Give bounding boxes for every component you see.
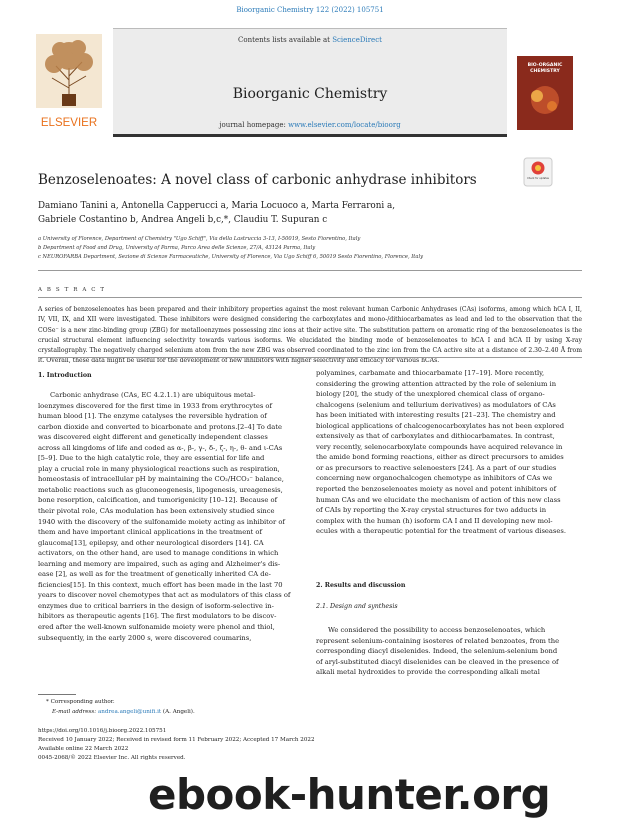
homepage-prefix: journal homepage:	[219, 121, 286, 129]
text-line: learning and memory are impaired, such as aging and Alzheimer's dis-	[38, 559, 281, 568]
design-synthesis-text	[316, 625, 582, 678]
text-line: concerning new organochalcogen chemotype as inhibitors of CAs we	[316, 474, 553, 483]
text-line: homeostasis of intracellular pH by maintaining the CO₂/HCO₃⁻ balance,	[38, 475, 284, 484]
cover-title: BIO-ORGANIC CHEMISTRY	[527, 63, 563, 74]
text-line: their pivotal role, CAs modulation has been extensively studied since	[38, 507, 275, 516]
paper-title: Benzoselenoates: A novel class of carbonic anhydrase inhibitors	[38, 172, 477, 188]
contents-prefix: Contents lists available at	[238, 36, 330, 44]
text-line: them and have important clinical applications in the treatment of	[38, 528, 262, 537]
divider	[38, 297, 582, 298]
text-line: We considered the possibility to access benzoselenoates, which	[328, 626, 546, 634]
text-line: enzymes due to critical barriers in the design of isoform-selective in-	[38, 601, 274, 610]
abstract-heading: A B S T R A C T	[38, 287, 106, 293]
text-line: loenzymes discovered for the first time in 1933 from erythrocytes of	[38, 401, 272, 410]
text-line: biological applications of chalcogenocarboxylates has not been explored	[316, 421, 565, 430]
journal-cover-image	[517, 56, 573, 130]
authors-line-2: Gabriele Costantino b, Andrea Angeli b,c,*, Claudiu T. Supuran c	[38, 215, 328, 225]
updates-label: Check for updates	[527, 177, 549, 180]
email-suffix: (A. Angeli).	[162, 709, 195, 715]
authors-line-1: Damiano Tanini a, Antonella Capperucci a, Maria Locuoco a, Marta Ferraroni a,	[38, 201, 396, 211]
received-dates: Received 10 January 2022; Received in revised form 11 February 2022; Accepted 17 March 2022	[38, 737, 315, 743]
contents-line	[113, 36, 507, 44]
text-line: Carbonic anhydrase (CAs, EC 4.2.1.1) are ubiquitous metal-	[50, 391, 256, 399]
homepage-link[interactable]: www.elsevier.com/locate/bioorg	[288, 121, 401, 129]
text-line: ered after the well-known sulfonamide moiety were phenol and thiol,	[38, 623, 275, 632]
text-line: very recently, selenocarboxylate compounds have acquired relevance in	[316, 442, 563, 451]
affiliation-b: b Department of Food and Drug, University of Parma, Parco Area delle Scienze, 27/A, 43124 Parma, Italy	[38, 245, 316, 251]
introduction-heading: 1. Introduction	[38, 372, 92, 379]
text-line: of aryl-substituted diacyl diselenides can be cleaved in the presence of	[316, 657, 559, 666]
text-line: extensively as that of carboxylates and dithiocarbamates. In contrast,	[316, 432, 555, 441]
design-synthesis-heading: 2.1. Design and synthesis	[316, 603, 398, 610]
email-label: E-mail address:	[52, 709, 97, 715]
results-heading: 2. Results and discussion	[316, 582, 406, 589]
watermark-text: ebook-hunter.org	[148, 770, 551, 819]
email-link[interactable]: andrea.angeli@unifi.it	[97, 709, 162, 715]
elsevier-wordmark: ELSEVIER	[40, 117, 98, 129]
text-line: complex with the human (h) isoform CA I and II developing new mol-	[316, 516, 553, 525]
text-line: corresponding diacyl diselenides. Indeed, the selenium-selenium bond	[316, 647, 558, 656]
text-line: [5–9]. Due to the high catalytic role, they are essential for life and	[38, 454, 265, 463]
available-online: Available online 22 March 2022	[38, 746, 129, 752]
text-line: hibitors as therapeutic agents [16]. The first modulators to be discov-	[38, 612, 277, 621]
text-line: was discovered eight different and genetically independent classes	[38, 433, 268, 442]
email-line	[52, 708, 195, 717]
journal-citation[interactable]: Bioorganic Chemistry 122 (2022) 105751	[236, 6, 384, 14]
text-line: carbon dioxide and converted to bicarbonate and protons.[2–4] To date	[38, 422, 282, 431]
text-line: reported the benzoselenoates moiety as novel and potent inhibitors of	[316, 485, 557, 494]
author-list	[38, 199, 458, 227]
check-for-updates-badge[interactable]	[523, 157, 553, 187]
text-line: has been initiated with interesting results [21–23]. The chemistry and	[316, 411, 556, 420]
text-line: of CAIs by reporting the X-ray crystal structures for two adducts in	[316, 506, 547, 515]
text-line: biology [20], the study of the unexplored chemical class of organo-	[316, 390, 545, 399]
text-line: subsequently, in the early 2000 s, were discovered coumarins,	[38, 633, 252, 642]
text-line: ease [2], as well as for the treatment of genetically inherited CA de-	[38, 570, 271, 579]
journal-name: Bioorganic Chemistry	[232, 86, 388, 102]
text-line: the amide bond forming reactions, either as direct precursors to amides	[316, 453, 564, 462]
text-line: human blood [1]. The enzyme catalyses the reversible hydration of	[38, 412, 267, 421]
text-line: represent selenium-containing isosteres of related benzoates, from the	[316, 636, 560, 645]
text-line: alkali metal hydroxides to provide the corresponding alkali metal	[316, 668, 540, 677]
text-line: considering the growing attention attracted by the role of selenium in	[316, 379, 557, 388]
text-line: bone resorption, calcification, and tumorigenicity [10–12]. Because of	[38, 496, 278, 505]
text-line: years to discover novel chemotypes that act as modulators of this class of	[38, 591, 291, 600]
footnote-rule	[38, 694, 76, 695]
divider	[38, 357, 582, 358]
text-line: ecules with a therapeutic potential for the treatment of various diseases.	[316, 527, 566, 536]
text-line: ficiencies[15]. In this context, much effort has been made in the last 70	[38, 580, 283, 589]
text-line: or as precursors to reactive selenoesters [24]. As a part of our studies	[316, 463, 557, 472]
text-line: metabolic reactions such as gluconeogenesis, lipogenesis, ureagenesis,	[38, 485, 283, 494]
text-line: across all kingdoms of life and coded as α-, β-, γ-, δ-, ζ-, η-, θ- and ι-CAs	[38, 443, 283, 452]
text-line: 1940 with the discovery of the sulfonamide moiety acting as inhibitor of	[38, 517, 285, 526]
text-line: activators, on the other hand, are used to manage conditions in which	[38, 549, 279, 558]
text-line: glaucoma[13], epilepsy, and other neurological disorders [14]. CA	[38, 538, 264, 547]
copyright: 0045-2068/© 2022 Elsevier Inc. All rights reserved.	[38, 755, 186, 761]
right-column-text	[316, 368, 582, 537]
affiliation-a: a University of Florence, Department of Chemistry "Ugo Schiff", Via della Lastruccia 3-13, I-50019, Sesto Fiorentino, Italy	[38, 236, 361, 242]
journal-homepage	[113, 121, 507, 129]
text-line: chalcogens (selenium and tellurium derivatives) as modulators of CAs	[316, 400, 556, 409]
elsevier-logo	[34, 28, 104, 133]
text-line: human CAs and we elucidate the mechanism of action of this new class	[316, 495, 561, 504]
sciencedirect-link[interactable]: ScienceDirect	[332, 36, 382, 44]
text-line: play a crucial role in many physiological reactions such as respiration,	[38, 464, 280, 473]
text-line: polyamines, carbamate and thiocarbamate [17–19]. More recently,	[316, 369, 545, 377]
divider	[38, 270, 582, 271]
introduction-text	[38, 390, 303, 643]
corresponding-author-note: * Corresponding author.	[46, 699, 115, 705]
doi-link[interactable]: https://doi.org/10.1016/j.bioorg.2022.105751	[38, 728, 167, 734]
affiliation-c: c NEUROFARBA Department, Sezione di Scienze Farmaceutiche, University of Florence, Via Ugo Schiff 6, 50019 Sesto Fiorentino, Florence, Italy	[38, 254, 424, 260]
abstract-text: A series of benzoselenoates has been prepared and their inhibitory properties against the most relevant human Carbonic Anhydrases (CAs) isoforms, among which hCA I, II, IV, VII, IX, and XII were investigated. These inhibitors were designed considering the carboxylates and mono-/dithiocarbamates as lead and led to the observation that the COSe⁻ is a new zinc-binding group (ZBG) for metalloenzymes possessing zinc ions at their active site. The substitution pattern on aromatic ring of the benzoselenoates is the crucial structural element influencing selectivity towards various isoforms. We elucidated the binding mode of benzoselenoates to hCA I and hCA II by using X-ray crystallography. The negatively charged selenium atom from the new ZBG was observed coordinated to the zinc ion from the CA active site at a distance of 2.30–2.40 Å from it. Overall, these data might be useful for the development of new inhibitors with higher selectivity and efficacy for various hCAs.	[38, 306, 582, 365]
